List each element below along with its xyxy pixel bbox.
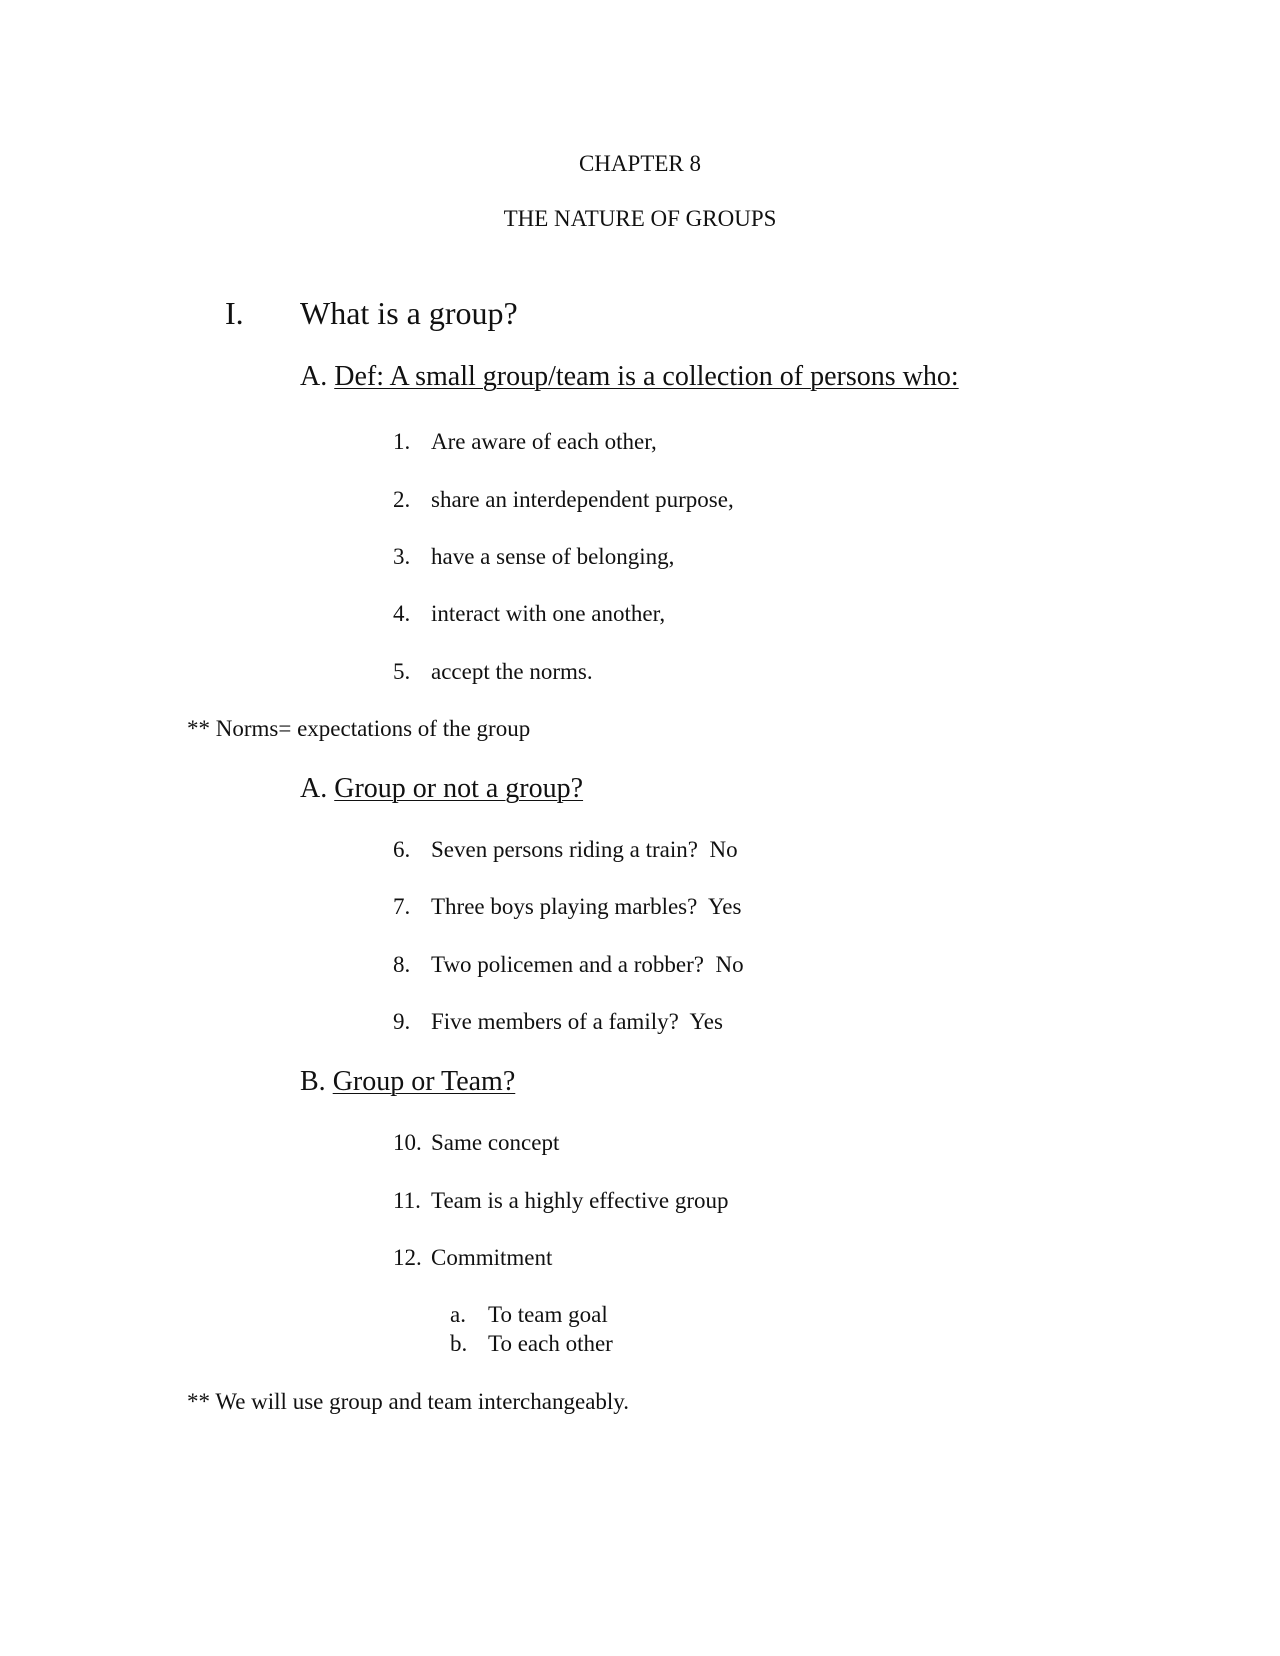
list-item-text: Same concept <box>431 1130 560 1155</box>
list-item <box>393 953 744 976</box>
list-item <box>393 602 665 625</box>
list-item-number: 8. <box>393 952 411 977</box>
norms-note: ** Norms= expectations of the group <box>187 716 531 741</box>
list-item-text: Are aware of each other, <box>431 429 657 454</box>
list-item <box>393 1246 552 1269</box>
list-item-number: 6. <box>393 837 411 862</box>
list-item-number: 7. <box>393 894 411 919</box>
list-item-text: have a sense of belonging, <box>431 544 675 569</box>
list-item-number: 5. <box>393 659 411 684</box>
sub-list-text: To each other <box>488 1331 613 1356</box>
list-item-number: 2. <box>393 487 411 512</box>
list-item-text: Three boys playing marbles? Yes <box>431 894 742 919</box>
list-item <box>393 895 741 918</box>
chapter-label: CHAPTER 8 <box>578 151 702 176</box>
list-item-text: share an interdependent purpose, <box>431 487 734 512</box>
list-item-text: Five members of a family? Yes <box>431 1009 723 1034</box>
list-item-number: 10. <box>393 1130 422 1155</box>
sub-list-letter: b. <box>450 1331 468 1356</box>
list-item <box>393 545 674 568</box>
list-item-number: 9. <box>393 1009 411 1034</box>
list-item <box>393 660 593 683</box>
group-question-heading <box>300 775 583 803</box>
team-question-heading <box>300 1068 515 1096</box>
sub-list-text: To team goal <box>488 1302 608 1327</box>
list-item <box>393 1189 729 1212</box>
list-item-text: Commitment <box>431 1245 553 1270</box>
list-item <box>393 1010 723 1033</box>
sub-list-letter: a. <box>450 1302 466 1327</box>
section-numeral: I. <box>225 295 244 331</box>
definition-text: Def: A small group/team is a collection of persons who: <box>334 361 959 392</box>
closing-note: ** We will use group and team interchangeably. <box>187 1389 630 1414</box>
list-item-number: 3. <box>393 544 411 569</box>
list-item-number: 4. <box>393 601 411 626</box>
list-item-number: 12. <box>393 1245 422 1270</box>
list-item-text: interact with one another, <box>431 601 666 626</box>
team-question-letter: B. <box>300 1066 326 1097</box>
section-heading: What is a group? <box>300 295 518 331</box>
definition-heading <box>300 363 959 391</box>
definition-letter: A. <box>300 361 328 392</box>
chapter-title: THE NATURE OF GROUPS <box>503 206 777 231</box>
list-item <box>393 488 734 511</box>
list-item <box>393 838 738 861</box>
list-item-text: Team is a highly effective group <box>431 1188 729 1213</box>
list-item-text: Seven persons riding a train? No <box>431 837 738 862</box>
sub-list-item <box>450 1332 613 1355</box>
list-item-text: Two policemen and a robber? No <box>431 952 744 977</box>
group-question-letter: A. <box>300 773 328 804</box>
list-item-number: 11. <box>393 1188 421 1213</box>
list-item <box>393 1131 559 1154</box>
group-question-text: Group or not a group? <box>334 773 584 804</box>
team-question-text: Group or Team? <box>332 1066 516 1097</box>
sub-list-item <box>450 1303 608 1326</box>
list-item-number: 1. <box>393 429 411 454</box>
list-item-text: accept the norms. <box>431 659 593 684</box>
list-item <box>393 430 657 453</box>
